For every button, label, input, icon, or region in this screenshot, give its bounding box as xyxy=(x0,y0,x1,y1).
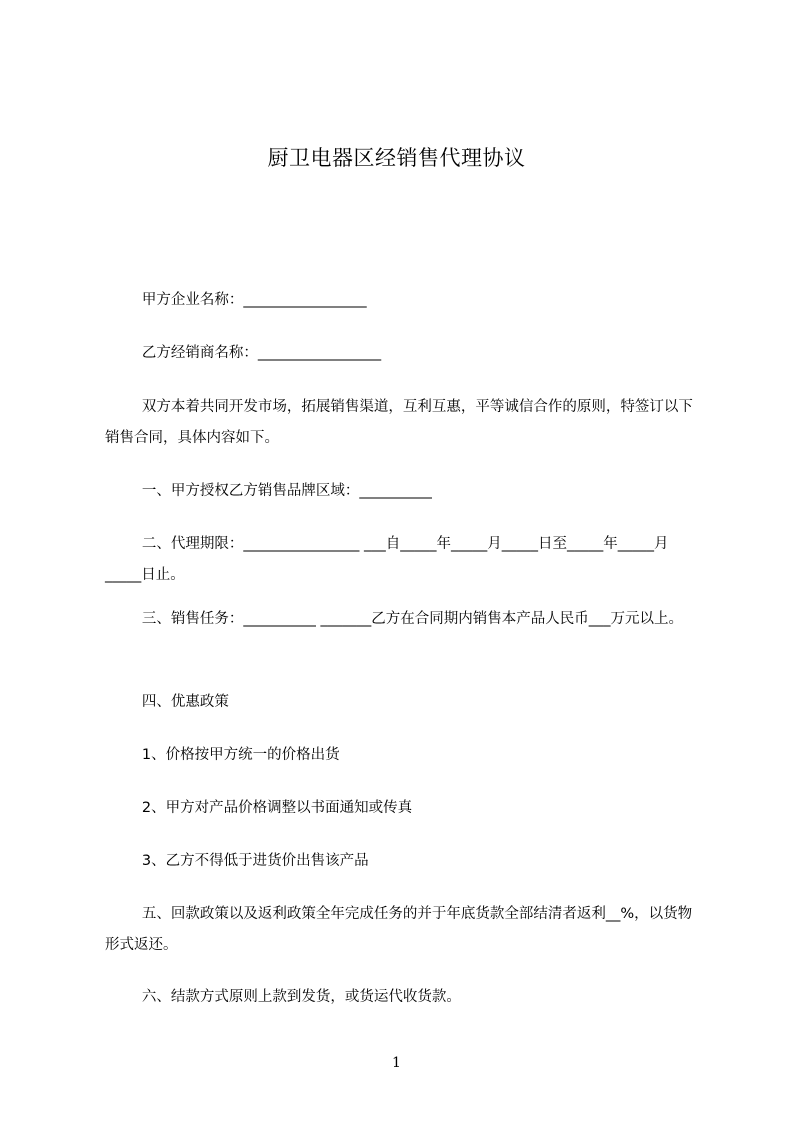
clause-4-heading: 四、优惠政策 xyxy=(105,694,229,710)
page-number: 1 xyxy=(392,1055,401,1071)
clause-5-rebate: 五、回款政策以及返利政策全年完成任务的并于年底货款全部结清者返利__%，以货物形式返还。 xyxy=(105,906,693,953)
clause-3-sales-target: 三、销售任务：__________ _______乙方在合同期内销售本产品人民币___万元以上。 xyxy=(105,611,683,627)
party-b-name-line: 乙方经销商名称：_________________ xyxy=(105,345,382,361)
clause-1-region: 一、甲方授权乙方销售品牌区域：__________ xyxy=(105,483,432,499)
policy-item-3: 3、乙方不得低于进货价出售该产品 xyxy=(105,853,369,869)
policy-item-1: 1、价格按甲方统一的价格出货 xyxy=(105,747,340,763)
intro-paragraph: 双方本着共同开发市场，拓展销售渠道，互利互惠，平等诚信合作的原则，特签订以下销售合同，具体内容如下。 xyxy=(105,399,693,446)
policy-item-2: 2、甲方对产品价格调整以书面通知或传真 xyxy=(105,800,413,816)
clause-6-payment: 六、结款方式原则上款到发货，或货运代收货款。 xyxy=(105,989,461,1005)
clause-2-term: 二、代理期限：________________ ___自_____年_____月_____日至_____年_____月_____日止。 xyxy=(105,536,669,583)
party-a-name-line: 甲方企业名称：_________________ xyxy=(105,292,367,308)
document-title: 厨卫电器区经销售代理协议 xyxy=(267,146,526,170)
